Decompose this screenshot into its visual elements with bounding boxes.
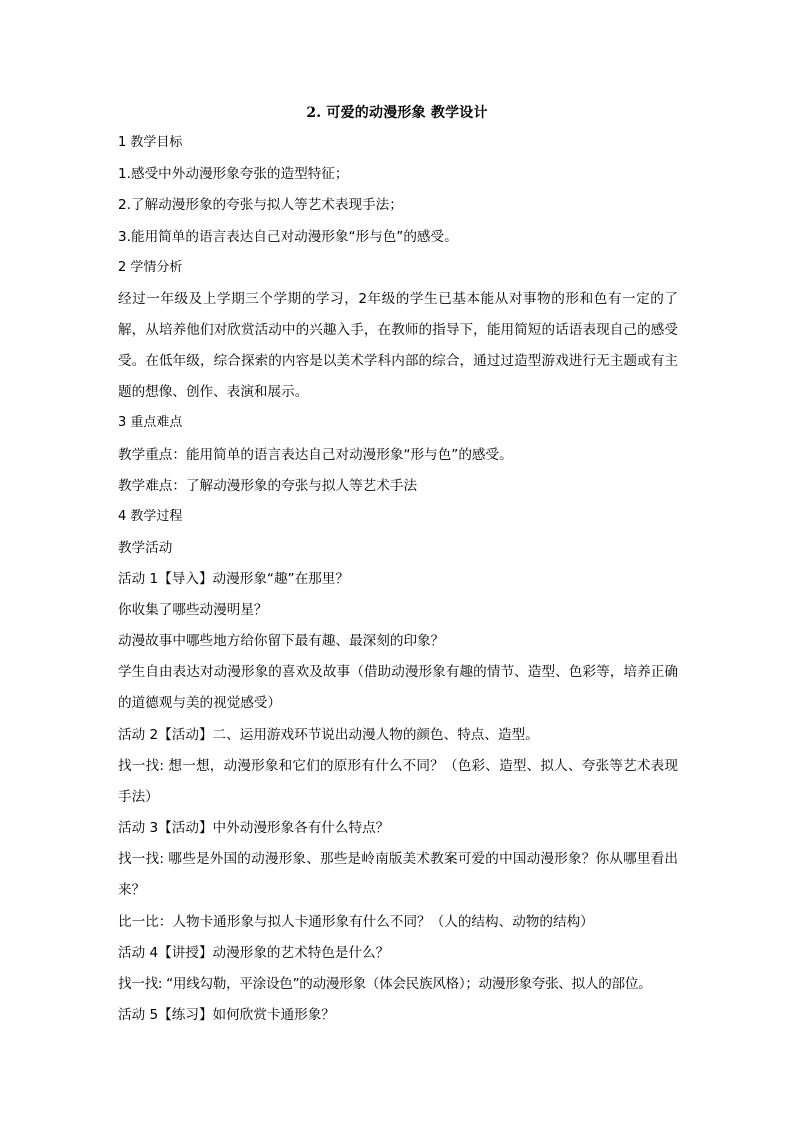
goal-item: 1.感受中外动漫形象夸张的造型特征； xyxy=(118,166,349,182)
activity-1-question: 动漫故事中哪些地方给你留下最有趣、最深刻的印象？ xyxy=(118,633,445,649)
activity-4-description: 找一找: “用线勾勒，平涂设色”的动漫形象（体会民族风格）；动漫形象夸张、拟人的部位。 xyxy=(118,976,652,992)
section-heading-goals: 1 教学目标 xyxy=(118,135,183,150)
activity-3-title: 活动 3【活动】中外动漫形象各有什么特点？ xyxy=(118,820,390,836)
difficulty-point: 教学难点：了解动漫形象的夸张与拟人等艺术手法 xyxy=(118,478,418,494)
section-heading-key-points: 3 重点难点 xyxy=(118,415,183,430)
activity-5-title: 活动 5【练习】如何欣赏卡通形象？ xyxy=(118,1007,335,1023)
activity-2-description: 找一找: 想一想，动漫形象和它们的原形有什么不同？（色彩、造型、拟人、夸张等艺术表现手法） xyxy=(118,758,678,805)
goal-item: 3.能用简单的语言表达自己对动漫形象“形与色”的感受。 xyxy=(118,229,458,245)
section-heading-analysis: 2 学情分析 xyxy=(118,260,183,275)
activity-1-question: 你收集了哪些动漫明星？ xyxy=(118,602,268,618)
activity-1-title: 活动 1【导入】动漫形象“趣”在那里？ xyxy=(118,571,349,587)
analysis-paragraph: 经过一年级及上学期三个学期的学习，2年级的学生已基本能从对事物的形和色有一定的了解，从培养他们对欣赏活动中的兴趣入手，在教师的指导下，能用简短的话语表现自己的感受受。在低年级，综合探索的内容是以美术学科内部的综合，通过过造型游戏进行无主题或有主题的想像、创作、表演和展示。 xyxy=(118,291,678,400)
goal-item: 2.了解动漫形象的夸张与拟人等艺术表现手法； xyxy=(118,197,403,213)
activity-1-description: 学生自由表达对动漫形象的喜欢及故事（借助动漫形象有趣的情节、造型、色彩等，培养正确的道德观与美的视觉感受） xyxy=(118,664,678,711)
section-heading-process: 4 教学过程 xyxy=(118,509,183,524)
key-point: 教学重点：能用简单的语言表达自己对动漫形象“形与色”的感受。 xyxy=(118,447,513,463)
activity-3-description: 找一找: 哪些是外国的动漫形象、那些是岭南版美术教案可爱的中国动漫形象？你从哪里看出来？ xyxy=(118,851,678,898)
activity-2-title: 活动 2【活动】二、运用游戏环节说出动漫人物的颜色、特点、造型。 xyxy=(118,727,539,743)
activity-3-compare: 比一比：人物卡通形象与拟人卡通形象有什么不同？（人的结构、动物的结构） xyxy=(118,914,594,930)
activities-heading: 教学活动 xyxy=(118,540,173,556)
document-title: 2. 可爱的动漫形象 教学设计 xyxy=(306,105,488,121)
activity-4-title: 活动 4【讲授】动漫形象的艺术特色是什么？ xyxy=(118,945,390,961)
